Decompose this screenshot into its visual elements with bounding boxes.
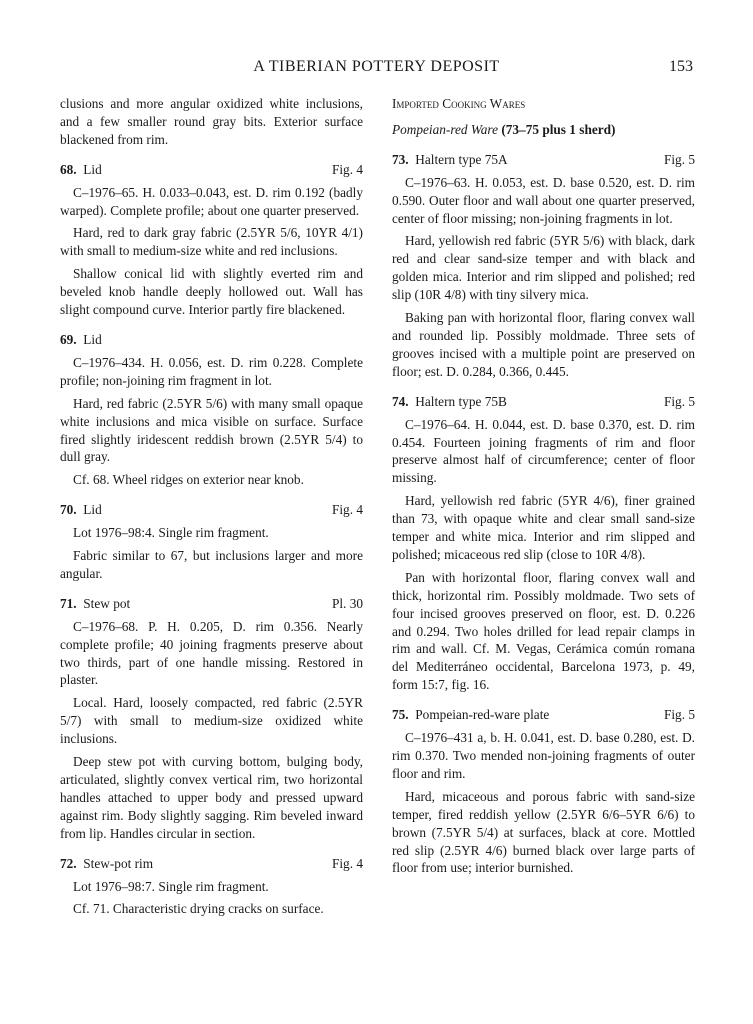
figure-ref: Fig. 5: [663, 151, 695, 167]
entry-paragraph: Cf. 71. Characteristic drying cracks on surface.: [73, 901, 324, 917]
entry-paragraph: Fabric similar to 67, but inclusions larger and more angular.: [60, 548, 363, 581]
catalogue-entry-70: [60, 501, 363, 583]
entry-paragraph: Hard, yellowish red fabric (5YR 5/6) with black, dark red and clear sand-size temper and with black and golden mica. Interior and rim slipped and polished; red slip (10R 4/8) with tiny silvery mica.: [392, 233, 695, 303]
catalogue-entry-68: [60, 161, 363, 319]
entry-paragraph: Hard, yellowish red fabric (5YR 4/6), finer grained than 73, with opaque white and clear small sand-size temper and white mica. Interior and rim slipped and polished; micaceous red slip (close to 10R 4/8).: [392, 493, 695, 562]
entry-paragraph: Deep stew pot with curving bottom, bulging body, articulated, slightly convex vertical rim, two horizontal handles attached to upper body and pressed upward against rim. Body slightly sagging. Rim beveled inward from lip. Handles circular in section.: [60, 754, 363, 841]
entry-title: Haltern type 75B: [415, 393, 507, 409]
entry-paragraph: C–1976–68. P. H. 0.205, D. rim 0.356. Nearly complete profile; 40 joining fragments preserve about two thirds, part of one handle missing. Restored in plaster.: [60, 618, 363, 688]
entry-paragraph: C–1976–63. H. 0.053, est. D. base 0.520, est. D. rim 0.590. Outer floor and wall about one quarter preserved, center of floor missing; non-joining fragments in lot.: [392, 174, 695, 226]
entry-paragraph: Lot 1976–98:7. Single rim fragment.: [73, 878, 269, 894]
entry-paragraph: Baking pan with horizontal floor, flaring convex wall and rounded lip. Possibly moldmade. Three sets of grooves incised with a multiple point are preserved on floor; est. D. 0.284, 0.366, 0.445.: [392, 310, 695, 379]
entry-title: Lid: [83, 161, 102, 177]
entry-number: 72.: [60, 855, 77, 871]
entry-title: Lid: [83, 502, 102, 518]
catalogue-entry-69: [60, 331, 363, 489]
entry-paragraph: Hard, red fabric (2.5YR 5/6) with many small opaque white inclusions and mica visible on surface. Surface fired slightly iridescent reddish brown (2.5YR 5/4) to dull gray.: [60, 395, 363, 465]
entry-paragraph: C–1976–431 a, b. H. 0.041, est. D. base 0.280, est. D. rim 0.370. Two mended non-joining fragments of outer floor and rim.: [392, 730, 695, 781]
continuation-paragraph: clusions and more angular oxidized white inclusions, and a few smaller round gray bits. Exterior surface blackened from rim.: [60, 96, 363, 147]
entry-title: Lid: [83, 331, 102, 347]
catalogue-entry-71: [60, 595, 363, 843]
entry-paragraph: Lot 1976–98:4. Single rim fragment.: [73, 525, 269, 541]
entry-paragraph: Pan with horizontal floor, flaring convex wall and thick, horizontal rim. Possibly moldmade. Two sets of four incised grooves preserved on floor, est. D. 0.226 and 0.294. Two holes drilled for lead repair clamps in rim and wall. Cf. M. Vegas, Cerámica común romana del Mediterráneo occidental, Barcelona 1973, p. 49, form 15:7, fig. 16.: [392, 569, 695, 693]
entry-paragraph: Hard, micaceous and porous fabric with sand-size temper, fired reddish yellow (2.5YR 6/6–5YR 6/6) to brown (7.5YR 5/4) at surfaces, black at core. Mottled red slip (2.5YR 4/6) burned black over large parts of floor from use; interior burnished.: [392, 788, 695, 876]
left-column: [60, 95, 363, 923]
entry-title: Stew-pot rim: [83, 855, 154, 871]
entry-title: Stew pot: [83, 595, 131, 611]
entry-number: 68.: [60, 161, 77, 177]
subsection-heading: [392, 121, 695, 139]
entry-paragraph: C–1976–65. H. 0.033–0.043, est. D. rim 0.192 (badly warped). Complete profile; about one quarter preserved.: [60, 184, 363, 218]
entry-number: 74.: [392, 393, 409, 409]
catalogue-entry-73: [392, 151, 695, 381]
entry-number: 75.: [392, 707, 409, 723]
figure-ref: Fig. 5: [663, 393, 695, 409]
page-number: 153: [669, 58, 693, 75]
entry-title: Pompeian-red-ware plate: [415, 707, 550, 723]
entry-number: 71.: [60, 595, 77, 611]
catalogue-entry-72: [60, 855, 363, 919]
figure-ref: Pl. 30: [331, 595, 363, 611]
entry-paragraph: Hard, red to dark gray fabric (2.5YR 5/6, 10YR 4/1) with small to medium-size white and red inclusions.: [60, 225, 363, 259]
subsection-count: (73–75 plus 1 sherd): [501, 121, 616, 137]
entry-paragraph: Cf. 68. Wheel ridges on exterior near knob.: [73, 472, 304, 488]
figure-ref: Fig. 4: [331, 855, 363, 871]
entry-paragraph: C–1976–434. H. 0.056, est. D. rim 0.228. Complete profile; non-joining rim fragment in lot.: [60, 354, 363, 388]
catalogue-entry-74: [392, 393, 695, 695]
entry-paragraph: Local. Hard, loosely compacted, red fabric (2.5YR 5/7) with small to medium-size oxidized white inclusions.: [60, 695, 363, 747]
figure-ref: Fig. 5: [663, 707, 695, 723]
running-header: [60, 58, 693, 80]
catalogue-entry-75: [392, 706, 695, 877]
entry-number: 70.: [60, 502, 77, 518]
entry-paragraph: C–1976–64. H. 0.044, est. D. base 0.370, est. D. rim 0.454. Fourteen joining fragments of rim and floor preserve almost half of circumference; center of floor missing.: [392, 416, 695, 486]
entry-paragraph: Shallow conical lid with slightly everted rim and beveled knob handle deeply hollowed out. Wall has slight compound curve. Interior partly fire blackened.: [60, 266, 363, 318]
subsection-title: Pompeian-red Ware: [392, 121, 498, 137]
right-column: [392, 95, 695, 882]
running-title: A TIBERIAN POTTERY DEPOSIT: [253, 58, 500, 75]
section-heading: Imported Cooking Wares: [392, 96, 526, 111]
figure-ref: Fig. 4: [331, 502, 363, 518]
figure-ref: Fig. 4: [331, 161, 363, 177]
entry-number: 73.: [392, 151, 409, 167]
entry-number: 69.: [60, 331, 77, 347]
entry-title: Haltern type 75A: [415, 151, 508, 167]
